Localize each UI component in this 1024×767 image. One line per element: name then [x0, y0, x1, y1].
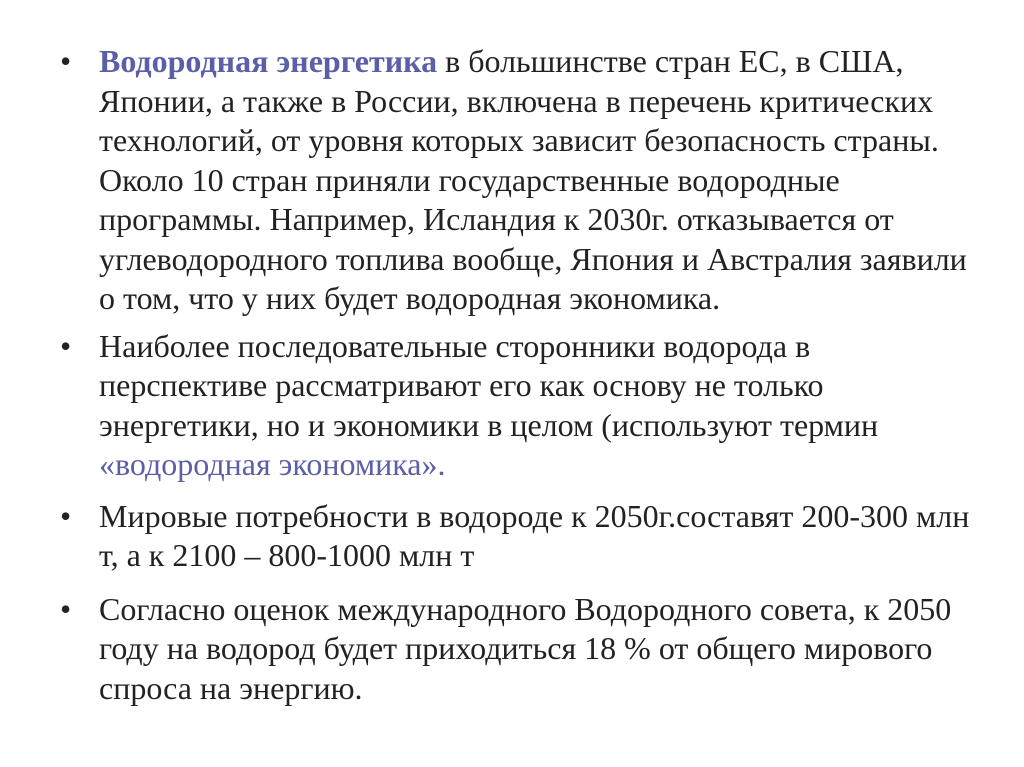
bullet-text: Согласно оценок международного Водородного совета, к 2050 году на водород будет приходиться 18 % от общего мирового спроса на энергию.: [99, 590, 952, 706]
bullet-text: Мировые потребности в водороде к 2050г.составят 200-300 млн т, а к 2100 – 800-1000 млн т: [99, 497, 970, 573]
bullet-text: Наиболее последовательные сторонники водорода в перспективе рассматривают его как основу не только энергетики, но и экономики в целом (используют термин: [99, 327, 879, 443]
bullet-text: в большинстве стран ЕС, в США, Японии, а также в России, включена в перечень критических технологий, от уровня которых зависит безопасность страны. Около 10 стран приняли государственные водородные программы. Например, Исландия к 2030г. отказывается от углеводородного топлива вообще, Япония и Австралия заявили о том, что у них будет водородная экономика.: [99, 43, 967, 316]
highlight-term: Водородная энергетика: [99, 43, 438, 79]
bullet-item-world-demand: [60, 497, 980, 576]
bullet-item-hydrogen-council: [60, 590, 980, 709]
highlight-term: «водородная экономика».: [99, 446, 446, 482]
bullet-list: [60, 42, 980, 716]
bullet-marker: •: [60, 327, 72, 364]
bullet-marker: •: [60, 43, 72, 79]
bullet-marker: •: [60, 590, 72, 627]
bullet-marker: •: [60, 497, 72, 534]
bullet-item-hydrogen-energy: [60, 42, 980, 319]
bullet-item-supporters: [60, 327, 980, 485]
